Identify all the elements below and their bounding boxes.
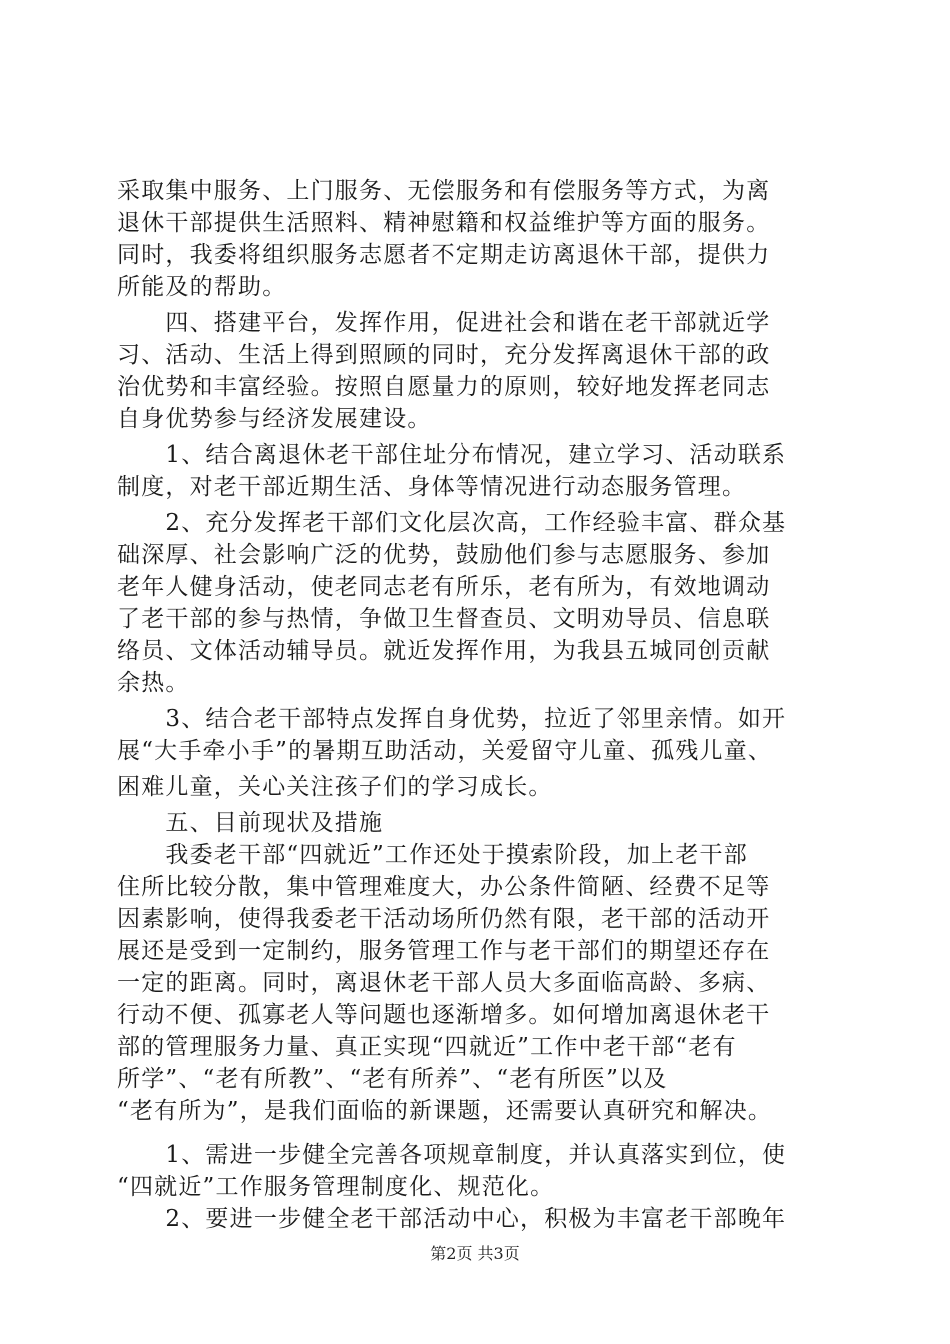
text-line: 1、需进一步健全完善各项规章制度，并认真落实到位，使 — [117, 1142, 787, 1168]
text-line: 所能及的帮助。 — [117, 274, 287, 300]
text-line: 自身优势参与经济发展建设。 — [117, 406, 432, 432]
text-line: 部的管理服务力量、真正实现“四就近”工作中老干部“老有 — [117, 1034, 737, 1060]
text-line: 行动不便、孤寡老人等问题也逐渐增多。如何增加离退休老干 — [117, 1002, 771, 1028]
text-line: 困难儿童，关心关注孩子们的学习成长。 — [117, 774, 553, 800]
text-line: 展“大手牵小手”的暑期互助活动，关爱留守儿童、孤残儿童、 — [117, 738, 773, 764]
text-line: 五、目前现状及措施 — [117, 810, 384, 836]
text-line: 因素影响，使得我委老干活动场所仍然有限，老干部的活动开 — [117, 906, 771, 932]
text-line: 1、结合离退休老干部住址分布情况，建立学习、活动联系 — [117, 442, 787, 468]
text-line: 展还是受到一定制约，服务管理工作与老干部们的期望还存在 — [117, 938, 771, 964]
text-line: “老有所为”，是我们面临的新课题，还需要认真研究和解决。 — [117, 1098, 773, 1124]
page-footer: 第2页 共3页 — [430, 1244, 520, 1263]
text-line: 制度，对老干部近期生活、身体等情况进行动态服务管理。 — [117, 474, 747, 500]
text-line: 四、搭建平台，发挥作用，促进社会和谐在老干部就近学 — [117, 310, 771, 336]
text-line: 治优势和丰富经验。按照自愿量力的原则，较好地发挥老同志 — [117, 374, 771, 400]
text-line: 住所比较分散，集中管理难度大，办公条件简陋、经费不足等 — [117, 874, 771, 900]
text-line: 一定的距离。同时，离退休老干部人员大多面临高龄、多病、 — [117, 970, 771, 996]
text-line: 所学”、“老有所教”、“老有所养”、“老有所医”以及 — [117, 1066, 668, 1092]
text-line: 2、要进一步健全老干部活动中心，积极为丰富老干部晚年 — [117, 1206, 787, 1232]
text-line: 2、充分发挥老干部们文化层次高，工作经验丰富、群众基 — [117, 510, 787, 536]
text-line: 络员、文体活动辅导员。就近发挥作用，为我县五城同创贡献 — [117, 638, 771, 664]
text-line: 习、活动、生活上得到照顾的同时，充分发挥离退休干部的政 — [117, 342, 771, 368]
text-line: 退休干部提供生活照料、精神慰籍和权益维护等方面的服务。 — [117, 210, 771, 236]
text-line: 余热。 — [117, 670, 190, 696]
text-line: 老年人健身活动，使老同志老有所乐，老有所为，有效地调动 — [117, 574, 771, 600]
text-line: 同时，我委将组织服务志愿者不定期走访离退休干部，提供力 — [117, 242, 771, 268]
text-line: 我委老干部“四就近”工作还处于摸索阶段，加上老干部 — [117, 842, 748, 868]
text-line: 采取集中服务、上门服务、无偿服务和有偿服务等方式，为离 — [117, 178, 771, 204]
text-line: 了老干部的参与热情，争做卫生督查员、文明劝导员、信息联 — [117, 606, 771, 632]
text-line: 础深厚、社会影响广泛的优势，鼓励他们参与志愿服务、参加 — [117, 542, 771, 568]
text-line: 3、结合老干部特点发挥自身优势，拉近了邻里亲情。如开 — [117, 706, 787, 732]
text-line: “四就近”工作服务管理制度化、规范化。 — [117, 1174, 555, 1200]
